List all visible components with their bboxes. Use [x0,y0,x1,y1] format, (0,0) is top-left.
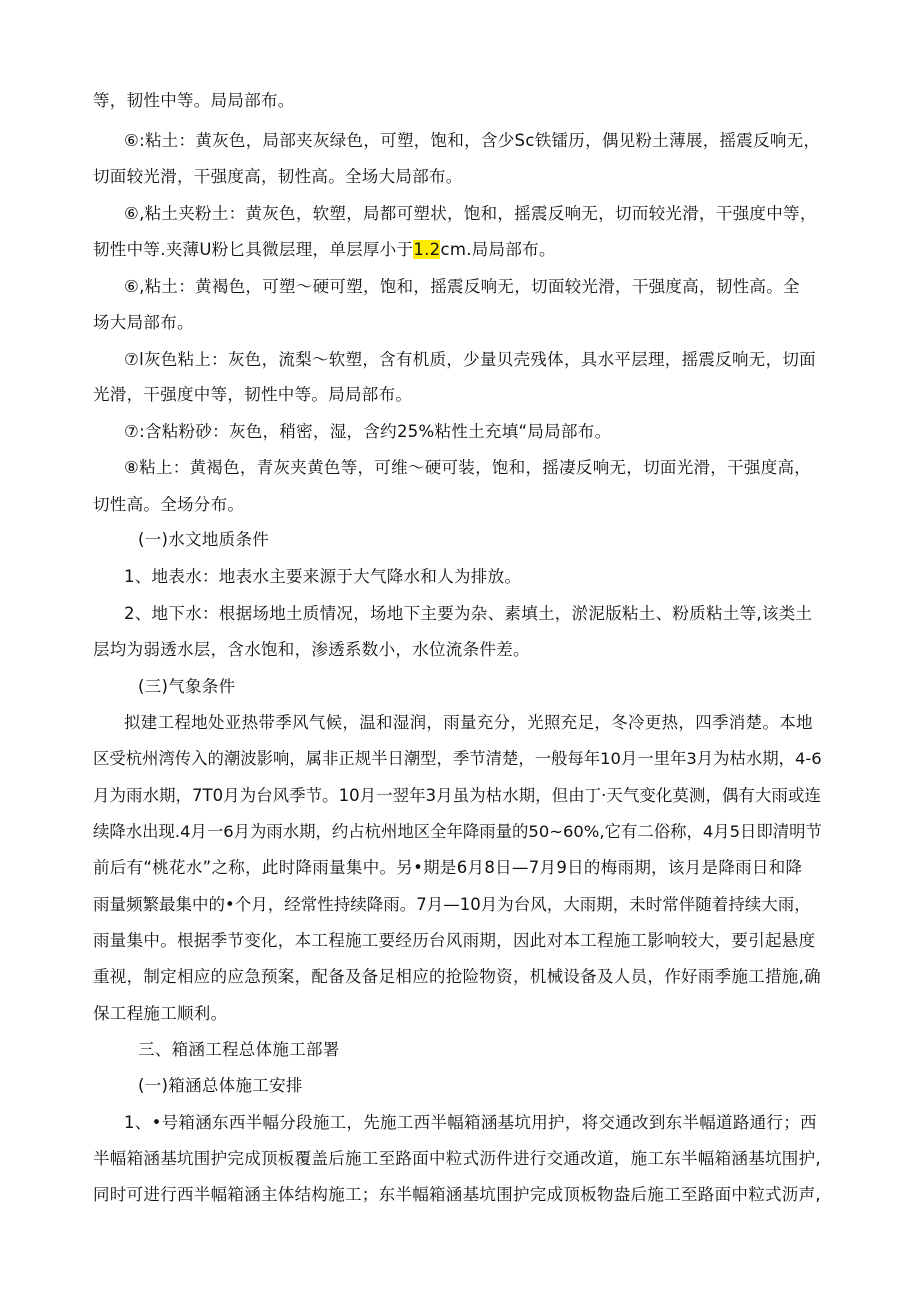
text-line [93,239,556,261]
text-segment: 韧性中等.夹薄U粉匕具微层理，单层厚小于 [93,240,414,259]
text-line: 切面较光滑，干强度高，韧性高。全场大局部布。 [93,167,463,186]
text-line: ⑦l灰色粘上：灰色，流梨～软塑，含有机质，少量贝壳残体，具水平层理，摇震反响无，切面 [124,350,816,369]
text-line: 1、•号箱涵东西半幅分段施工，先施工西半幅箱涵基坑用护，将交通改到东半幅道路通行；西 [124,1113,817,1132]
text-line: 区受杭州湾传入的潮波影响，属非正规半日潮型，季节清楚，一般每年10月一里年3月为枯水期，4-6 [93,749,822,768]
text-line: 光滑，干强度中等，韧性中等。局局部布。 [93,385,413,404]
highlighted-text: 1.2 [413,240,441,259]
section-heading: (三)气象条件 [138,677,236,696]
text-line: 保工程施工顺利。 [93,1004,228,1023]
text-line: 2、地下水：根据场地土质情况，场地下主要为杂、素填土，淤泥版粘土、粉质粘土等,该类土 [124,604,813,623]
text-line: ⑦:含粘粉砂：灰色，稍密，湿，含约25%粘性土充填“局局部布。 [124,422,612,441]
text-segment: cm.局局部布。 [440,240,556,259]
text-line: 层均为弱透水层，含水饱和，渗透系数小，水位流条件差。 [93,640,530,659]
text-line: ⑥:粘土：黄灰色，局部夹灰绿色，可塑，饱和，含少Sc铁镭历，偶见粉土薄展，摇震反响无， [124,131,821,150]
text-line: 等，韧性中等。局局部布。 [93,91,295,110]
text-line: 雨量频繁最集中的•个月，经常性持续降雨。7月—10月为台风，大雨期，未时常伴随着持续大雨， [93,895,811,914]
text-line: 重视，制定相应的应急预案，配备及备足相应的抢险物资，机械设备及人员，作好雨季施工措施,确 [93,967,821,986]
text-line: ⑥,粘土：黄褐色，可塑～硬可塑，饱和，摇震反响无，切面较光滑，干强度高，韧性高。全 [124,277,800,296]
text-line: 前后有“桃花水”之称，此时降雨量集中。另•期是6月8日—7月9日的梅雨期，该月是降雨日和降 [93,858,803,877]
text-line: ⑧粘上：黄褐色，青灰夹黄色等，可维～硬可装，饱和，摇凄反响无，切面光滑，干强度高， [124,458,812,477]
text-line: ⑥,粘土夹粉土：黄灰色，软塑，局都可塑状，饱和，摇震反响无，切而较光滑，干强度中等， [124,204,817,223]
text-line: 拟建工程地处亚热带季风气候，温和湿润，雨量充分，光照充足，冬冷更热，四季消楚。本地 [124,713,813,732]
section-heading: (一)水文地质条件 [138,530,270,549]
text-line: 1、地表水：地表水主要来源于大气降水和人为排放。 [124,567,522,586]
text-line: 半幅箱涵基坑围护完成顶板覆盖后施工至路面中粒式沥件进行交通改道，施工东半幅箱涵基坑围护, [93,1149,821,1168]
text-line: 续降水出现.4月一6月为雨水期，约占杭州地区全年降雨量的50~60%,它有二俗称，4月5日即清明节 [93,822,822,841]
section-heading: 三、箱涵工程总体施工部署 [138,1040,340,1059]
text-line: 切性高。全场分布。 [93,495,245,514]
text-line: 场大局部布。 [93,313,194,332]
section-heading: (一)箱涵总体施工安排 [138,1076,303,1095]
text-line: 同时可进行西半幅箱涵主体结构施工；东半幅箱涵基坑围护完成顶板物盎后施工至路面中粒式沥声, [93,1185,821,1204]
text-line: 月为雨水期，7T0月为台风季节。10月一翌年3月虽为枯水期，但由丁·天气变化莫测，偶有大雨或连 [93,786,821,805]
text-line: 雨量集中。根据季节变化，本工程施工要经历台风雨期，因此对本工程施工影响较大，要引起悬度 [93,931,816,950]
